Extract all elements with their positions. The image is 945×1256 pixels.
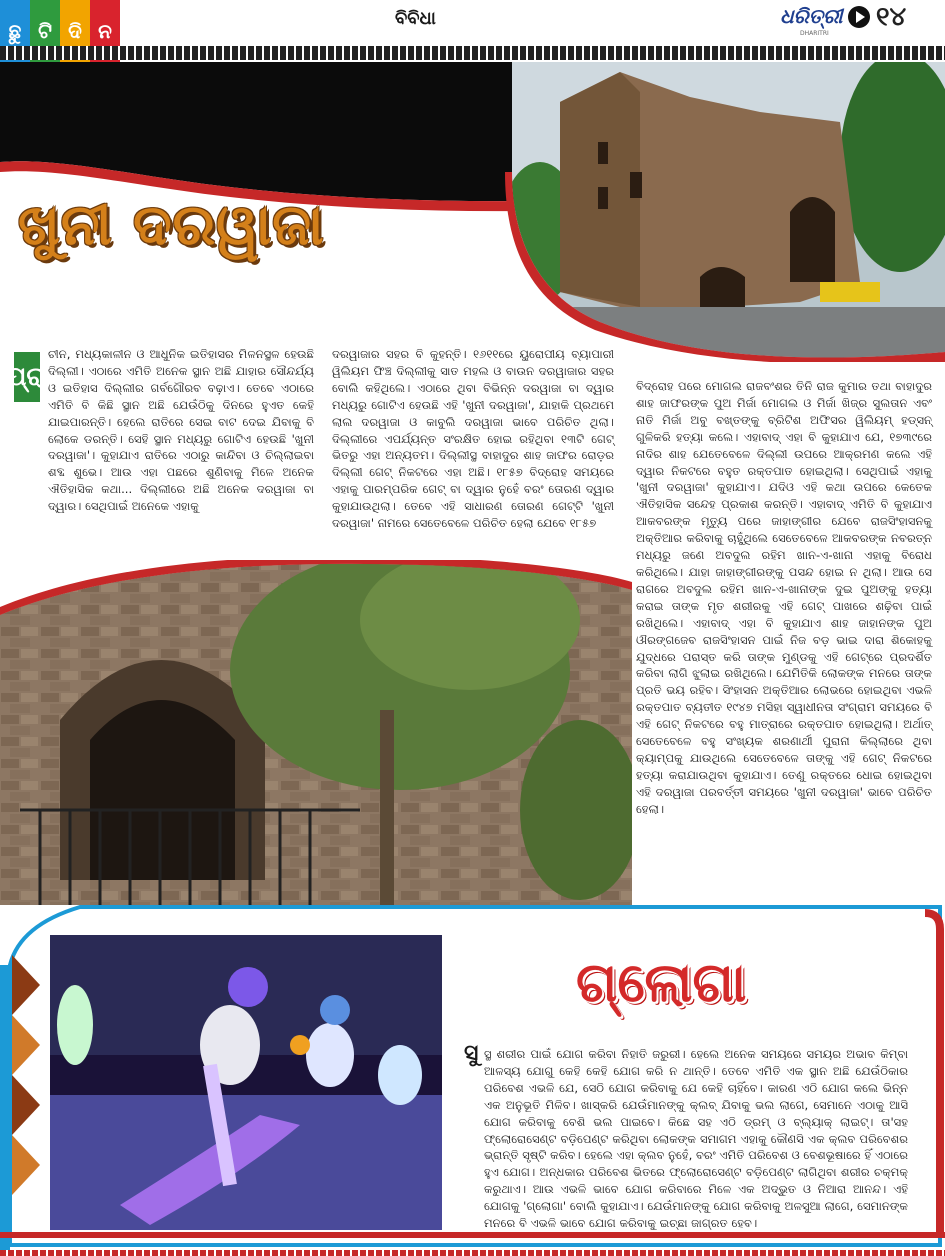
newspaper-logo: ଧରିତ୍ରୀ <box>780 4 843 28</box>
newspaper-logo-sub: DHARITRI <box>800 30 829 37</box>
series-letter-4: ନ <box>90 0 120 62</box>
article-dropcap: ପ୍ରା <box>14 352 40 402</box>
yoga-body-first-lines: ସ୍ଥ ଶରୀର ପାଇଁ ଯୋଗ କରିବା ନିହାତି ଜରୁରୀ। ହେଲେ ଅନେକ ସମୟରେ ସମୟର ଅଭାବ କିମ୍ବା ଆଳସ୍ୟ ଯୋଗୁ କେହି କେହି ଯୋଗ କରି ନ ଥାନ୍ତି। ତେବେ ଏମିତି ଏକ ସ୍ଥାନ ଅଛି ଯେଉଁଠିକାର ପରିବେଶ ଏଭଳି ଯେ, ସେଠି ଯୋଗ କରିବାକୁ ଯେ କେହି ଚାହିଁବେ। କାରଣ ଏଠି ଯୋଗ କଲେ ଭିନ୍ନ ଏକ ଅନୁଭୂତି ମିଳିବ। ଖାସ୍‌କରି ଯେଉଁମାନଙ୍କୁ କ୍ଲବ୍ ଯିବାକୁ ଭଲ ଲାଗେ, ସେମାନେ ଏଠାକୁ ଆସି ଯୋଗ କରିବାକୁ ବେଶି ଭଲ ପାଇବେ। କିଛେ ସହ ଏଠି ଡ୍ରମ୍ ଓ ବ୍ଲ୍ୟାକ୍ ଲାଇଟ୍। ତା'ସହ ଫ୍ଲୋରୋସେଣ୍ଟ ବଡ଼ିପେଣ୍ଟ କରିଥିବା ଲୋକଙ୍କ ସମାଗମ ଏହାକୁ କୌଣସି ଏକ କ୍ଲବ ପରିବେଶର ଭ୍ରାନ୍ତି ସୃଷ୍ଟି କରିବ। ହେଲେ ଏହା କ୍ଲବ ନୁହେଁ, ବରଂ ଏମିତି ପରିବେଶ ଓ ବେଶଭୂଷାରେ ହିଁ ଏଠାରେ ହୁଏ ଯୋଗ। ଅନ୍ଧକାର ପରିବେଶ ଭିତରେ ଫ୍ଲୋରୋସେଣ୍ଟ ବଡ଼ିପେଣ୍ଟ ଲାଗିଥିବା ଶରୀର ଚକ୍‌ମକ୍ କରୁଥାଏ। ଆଉ ଏଭଳି ଭାବେ ଯୋଗ କରିବାରେ ମିଳେ ଏକ ଅଦ୍ଭୁତ ଓ ନିଆରା ଆନନ୍ଦ। ଏହି ଯୋଗକୁ 'ଗ୍ଲୋଗା' ବୋଲି କୁହାଯାଏ। ଯେଉଁମାନଙ୍କୁ ଯୋଗ କରିବାକୁ ଅଳସୁଆ ଲାଗେ, ସେମାନଙ୍କ ମନରେ ବି ଏଭଳି ଭାବେ ଯୋଗ କରିବାକୁ ଇଚ୍ଛା ଜାଗ୍ରତ ହେବ। <box>484 1047 908 1231</box>
article-title: ଖୁନୀ ଦରୱାଜା <box>18 192 325 258</box>
gate-photo <box>0 560 632 910</box>
article-column-3: ବିଦ୍ରୋହ ପରେ ମୋଗଲ ରାଜବଂଶର ତିନି ରାଜ କୁମାର ତଥା ବାହାଦୁର ଶାହ ଜାଫରଙ୍କ ପୁଅ ମିର୍ଜା ମୋଗଲ ଓ ମିର୍ଜା ଖିଜ୍ର ସୁଲତାନ ଏବଂ ନାତି ମିର୍ଜା ଅବୁ ବଖ୍ତଙ୍କୁ ବ୍ରିଟିଶ ଅଫିସର ୱିଲିୟମ୍ ହଡ୍‌ସନ୍ ଗୁଳିକରି ହତ୍ୟା କଲେ। ଏହାବାଦ୍ ଏହା ବି କୁହାଯାଏ ଯେ, ୧୭୩୯ରେ ନାଦିର ଶାହ ଯେତେବେଳେ ଦିଲ୍ଲୀ ଉପରେ ଆକ୍ରମଣ କଲେ ଏହି ଦ୍ୱାର ନିକଟରେ ବହୁତ ରକ୍ତପାତ ହୋଇଥିଲା। ସେଥିପାଇଁ ଏହାକୁ 'ଖୁନୀ ଦରୱାଜା' କୁହାଯାଏ। ଯଦିଓ ଏହି କଥା ଉପରେ କେତେକ ଐତିହାସିକ ସନ୍ଦେହ ପ୍ରକାଶ କରନ୍ତି। ଏହାବାଦ୍ ଏମିତି ବି କୁହାଯାଏ ଆକବରଙ୍କ ମୃତ୍ୟୁ ପରେ ଜାହାଙ୍ଗୀର ଯେବେ ରାଜସିଂହାସନକୁ ଅକ୍ତିଆର କରିବାକୁ ଚାହୁଁଥିଲେ ସେତେବେଳେ ଆକବରଙ୍କ ନବରତ୍ନ ମଧ୍ୟରୁ ଜଣେ ଅବଦୁଲ ରହିମ ଖାନ-ଏ-ଖାନା ଏହାକୁ ବିରୋଧ କରିଥିଲେ। ଯାହା ଜାହାଙ୍ଗୀରଙ୍କୁ ପସନ୍ଦ ହୋଇ ନ ଥିଲା। ଆଉ ସେ ରାଗରେ ଅବଦୁଲ ରହିମ ଖାନ-ଏ-ଖାନାଙ୍କ ଦୁଇ ପୁଅଙ୍କୁ ହତ୍ୟା କରାଇ ତାଙ୍କ ମୃତ ଶରୀରକୁ ଏହି ଗେଟ୍ ପାଖରେ ଶଢ଼ିବା ପାଇଁ ରଖିଥିଲେ। ଏହାବାଦ୍ ଏହା ବି କୁହାଯାଏ ଶାହ ଜାହାନଙ୍କ ପୁଅ ଔରଙ୍ଗଜେବ ରାଜସିଂହାସନ ପାଇଁ ନିଜ ବଡ଼ ଭାଇ ଦାରା ଶିକୋହକୁ ଯୁଦ୍ଧରେ ପରାସ୍ତ କରି ତାଙ୍କ ମୁଣ୍ଡକୁ ଏହି ଗେଟ୍‌ରେ ପ୍ରଦର୍ଶିତ କରିବା ଲାଗି ଝୁଲାଇ ରଖିଥିଲେ। ଯେମିତିକି ଲୋକଙ୍କ ମନରେ ତାଙ୍କ ପ୍ରତି ଭୟ ରହିବ। ସିଂହାସନ ଅକ୍ତିଆର ଲୋଭରେ ହୋଇଥିବା ଏଭଳି ରକ୍ତପାତ ବ୍ୟତୀତ ୧୯୪୭ ମସିହା ସ୍ୱାଧୀନତା ସଂଗ୍ରାମ ସମୟରେ ବି ଏହି ଗେଟ୍ ନିକଟରେ ବହୁ ମାତ୍ରାରେ ରକ୍ତପାତ ହୋଇଥିଲା। ଅର୍ଥାତ୍ ସେତେବେଳେ ବହୁ ସଂଖ୍ୟକ ଶରଣାର୍ଥୀ ପୁରାନା କିଲ୍ଲାରେ ଥିବା କ୍ୟାମ୍ପକୁ ଯାଉଥିଲେ ସେତେବେଳେ ତାଙ୍କୁ ଏହି ଗେଟ୍ ନିକଟରେ ହତ୍ୟା କରାଯାଉଥିବା କୁହାଯାଏ। ତେଣୁ ରକ୍ତରେ ଧୋଇ ହୋଇଥିବା ଏହି ଦରୱାଜା ପରବର୍ତ୍ତୀ ସମୟରେ 'ଖୁନୀ ଦରୱାଜା' ଭାବେ ପରିଚିତ ହେଲା। <box>636 379 932 816</box>
yoga-title: ଗ୍ଲୋଗା <box>576 950 747 1014</box>
play-icon <box>848 6 870 28</box>
article-column-2: ଦରୱାଜାର ସହର ବି କୁହନ୍ତି। ୧୬୧୧ରେ ୟୁରୋପୀୟ ବ୍ୟାପାରୀ ୱିଲିୟମ ଫିଞ୍ଚ ଦିଲ୍ଲୀକୁ ସାତ ମହଲ ଓ ବାଉନ ଦରୱାଜାର ସହର ବୋଲି କହିଥିଲେ। ଏଠାରେ ଥିବା ବିଭିନ୍ନ ଦରୱାଜା ବା ଦ୍ୱାର ମଧ୍ୟରୁ ଗୋଟିଏ ହେଉଛି ଏହି 'ଖୁନୀ ଦରୱାଜା', ଯାହାକି ପ୍ରଥମେ ଲାଲ ଦରୱାଜା ଓ କାବୁଲି ଦରୱାଜା ଭାବେ ପରିଚିତ ଥିଲା। ଦିଲ୍ଲୀରେ ଏପର୍ଯ୍ୟନ୍ତ ସଂରକ୍ଷିତ ହୋଇ ରହିଥିବା ୧୩ଟି ଗେଟ୍ ଭିତରୁ ଏହା ଅନ୍ୟତମ। ଦିଲ୍ଲୀସ୍ଥ ବାହାଦୁର ଶାହ ଜାଫର ରୋଡ଼ର ଦିଲ୍ଲୀ ଗେଟ୍ ନିକଟରେ ଏହା ଅଛି। ୧୮୫୭ ବିଦ୍ରୋହ ସମୟରେ ଏହାକୁ ପାରମ୍ପରିକ ଗେଟ୍ ବା ଦ୍ୱାର ନୁହେଁ ବରଂ ତୋରଣ ଦ୍ୱାର କୁହାଯାଉଥିଲା। ତେବେ ଏହି ସାଧାରଣ ତୋରଣ ଗେଟ୍‌ଟି 'ଖୁନୀ ଦରୱାଜା' ନାମରେ ସେତେବେଳେ ପରିଚିତ ହେଲା ଯେବେ ୧୮୫୭ <box>332 347 614 531</box>
series-letter-3: ଦି <box>60 0 90 62</box>
monument-photo <box>500 62 945 362</box>
footer-rule <box>0 1250 945 1256</box>
section-name: ବିବିଧା <box>395 8 436 29</box>
yoga-dropcap: ସୁ <box>464 1041 479 1066</box>
article-column-1: ଚୀନ, ମଧ୍ୟକାଳୀନ ଓ ଆଧୁନିକ ଇତିହାସର ମିଳନସ୍ଥଳ ହେଉଛି ଦିଲ୍ଲୀ। ଏଠାରେ ଏମିତି ଅନେକ ସ୍ଥାନ ଅଛି ଯାହାର ସୌନ୍ଦର୍ଯ୍ୟ ଓ ଇତିହାସ ଦିଲ୍ଲୀର ଗର୍ବଗୌରବ ବଢ଼ାଏ। ତେବେ ଏଠାରେ ଏମିତି ବି କିଛି ସ୍ଥାନ ଅଛି ଯେଉଁଠିକୁ ଦିନରେ ହୁଏତ କେହି ଯାଇପାରନ୍ତି। ହେଲେ ରାତିରେ ସେଇ ବାଟ ଦେଇ ଯିବାକୁ ବି ଲୋକେ ଡରନ୍ତି। ସେହି ସ୍ଥାନ ମଧ୍ୟରୁ ଗୋଟିଏ ହେଉଛି 'ଖୁନୀ ଦରୱାଜା'। କୁହାଯାଏ ରାତିରେ ଏଠାରୁ କାନ୍ଦିବା ଓ ଚିଲ୍ଲାଇବା ଶବ୍ଦ ଶୁଭେ। ଆଉ ଏହା ପଛରେ ଶୁଣିବାକୁ ମିଳେ ଅନେକ ଐତିହାସିକ କଥା... ଦିଲ୍ଲୀରେ ଅଛି ଅନେକ ଦରୱାଜା ବା ଦ୍ୱାର। ସେଥିପାଇଁ ଅନେକେ ଏହାକୁ <box>48 347 314 514</box>
masthead <box>0 0 945 62</box>
page-number: ୧୪ <box>876 2 907 32</box>
series-letter-2: ଟି <box>30 0 60 62</box>
series-letter-1: ଛୁ <box>0 0 30 62</box>
header-rule <box>0 46 945 60</box>
yoga-photo <box>50 935 442 1230</box>
